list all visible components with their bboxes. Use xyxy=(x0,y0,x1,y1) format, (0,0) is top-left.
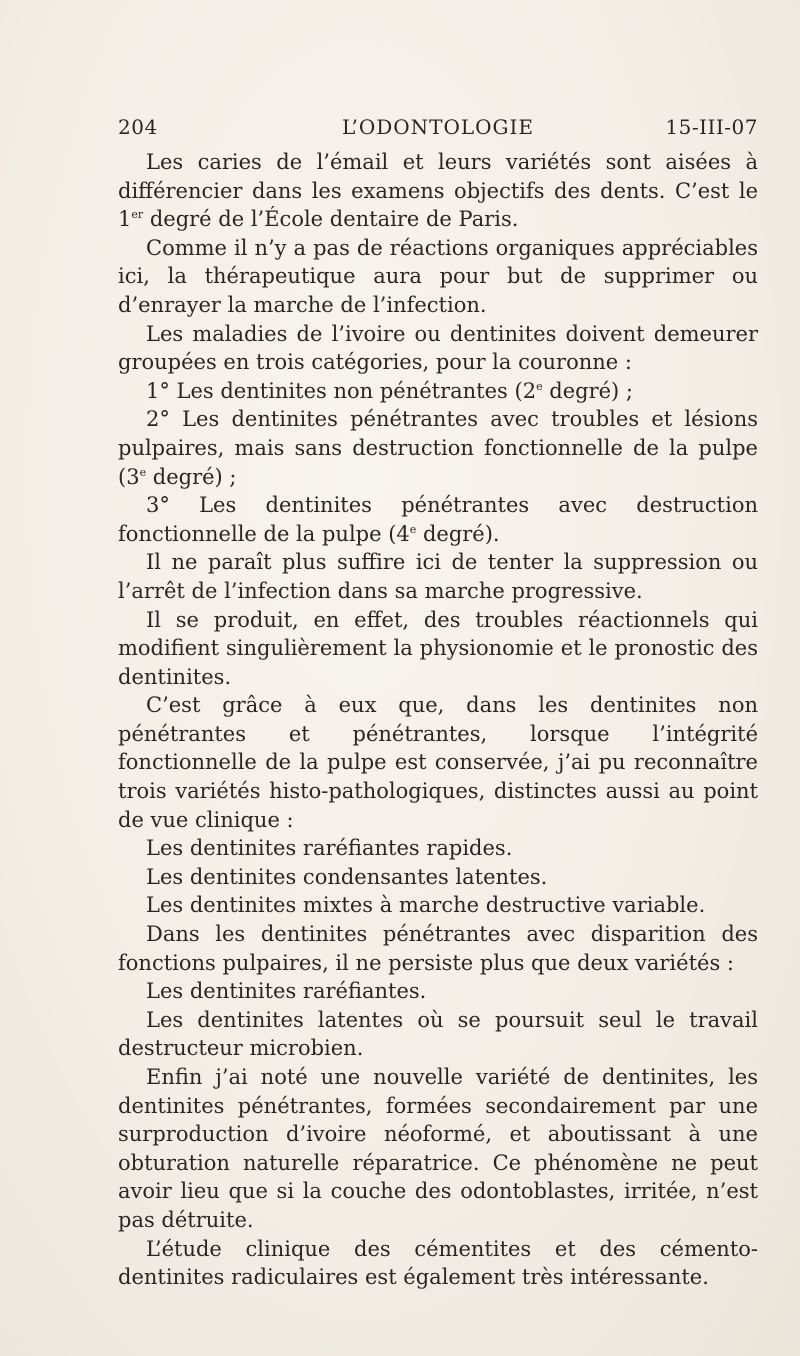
list-item: 2° Les dentinites pénétrantes avec troubles et lésions pulpaires, mais sans destruction fonctionnelle de la pulpe (3e degré) ; xyxy=(118,407,758,489)
running-header xyxy=(118,115,758,145)
running-title: L’ODONTOLOGIE xyxy=(341,115,535,139)
paragraph: C’est grâce à eux que, dans les dentinites non pénétrantes et pénétrantes, lorsque l’intégrité fonctionnelle de la pulpe est conservée, j’ai pu reconnaître trois variétés histo-pathologiques, distinctes aussi au point de vue clinique : xyxy=(118,693,758,832)
page-number: 204 xyxy=(118,115,158,139)
list-item: Les dentinites raréfiantes rapides. xyxy=(146,836,513,861)
paragraph: Comme il n’y a pas de réactions organiques appréciables ici, la thérapeutique aura pour but de supprimer ou d’enrayer la marche de l’infection. xyxy=(118,235,758,317)
paragraph: Il ne paraît plus suffire ici de tenter la suppression ou l’arrêt de l’infection dans sa marche progressive. xyxy=(118,550,758,603)
list-item: Les dentinites condensantes latentes. xyxy=(146,864,548,889)
list-item: Les dentinites mixtes à marche destructive variable. xyxy=(146,893,706,918)
list-item: 3° Les dentinites pénétrantes avec destruction fonctionnelle de la pulpe (4e degré). xyxy=(118,493,758,546)
paragraph: L’étude clinique des cémentites et des cémento-dentinites radiculaires est également très intéressante. xyxy=(118,1236,758,1290)
list-item: Les dentinites latentes où se poursuit seul le travail destructeur microbien. xyxy=(118,1007,758,1061)
list-item: 1° Les dentinites non pénétrantes (2e degré) ; xyxy=(146,378,633,403)
paragraph: Les caries de l’émail et leurs variétés sont aisées à différencier dans les examens objectifs des dents. C’est le 1er degré de l’École dentaire de Paris. xyxy=(118,150,758,232)
page-body xyxy=(118,148,758,1292)
list-item: Les dentinites raréfiantes. xyxy=(146,979,427,1004)
paragraph: Enfin j’ai noté une nouvelle variété de dentinites, les dentinites pénétrantes, formées secondairement par une surproduction d’ivoire néoformé, et aboutissant à une obturation naturelle réparatrice. Ce phénomène ne peut avoir lieu que si la couche des odontoblastes, irritée, n’est pas détruite. xyxy=(118,1065,758,1232)
paragraph: Il se produit, en effet, des troubles réactionnels qui modifient singulièrement la physionomie et le pronostic des dentinites. xyxy=(118,607,758,689)
paragraph: Dans les dentinites pénétrantes avec disparition des fonctions pulpaires, il ne persiste plus que deux variétés : xyxy=(118,922,758,975)
issue-date: 15-III-07 xyxy=(665,115,758,139)
paragraph: Les maladies de l’ivoire ou dentinites doivent demeurer groupées en trois catégories, pour la couronne : xyxy=(118,321,758,375)
